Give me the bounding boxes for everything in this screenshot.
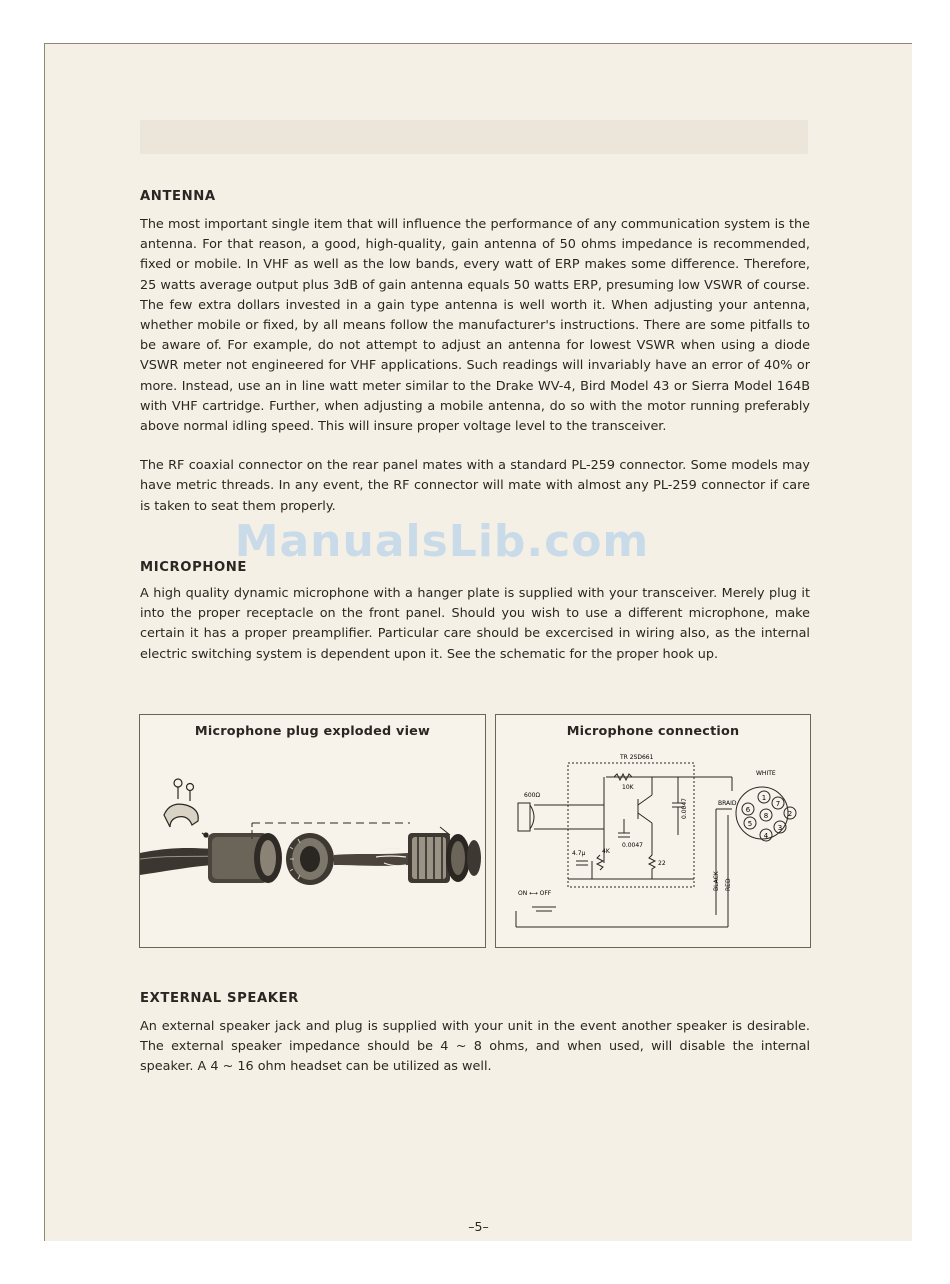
external-speaker-paragraph: An external speaker jack and plug is supplied with your unit in the event another speaker is desirable. The external speaker impedance should be 4 ~ 8 ohms, and when used, will disable the internal speaker. A 4 ~ 16 ohm headset can be utilized as well.: [140, 1019, 810, 1075]
microphone-paragraph: A high quality dynamic microphone with a hanger plate is supplied with your transceiver. Merely plug it into the proper receptacle on the front panel. Should you wish to use a different microphone, make certain it has a proper preamplifier. Particular care should be excercised in wiring also, as the internal electric switching system is dependent upon it. See the schematic for the proper hook up.: [140, 586, 810, 662]
pin-5: 5: [747, 820, 753, 828]
label-cap-right: 0.0047: [681, 798, 688, 819]
pin-8: 8: [763, 812, 769, 820]
label-mic-impedance: 600Ω: [524, 792, 541, 799]
pin-4: 4: [763, 832, 769, 840]
pin-6: 6: [745, 806, 751, 814]
watermark-logo: ManualsLib.com: [234, 516, 650, 567]
antenna-paragraph-1: The most important single item that will influence the performance of any communication system is the antenna. For that reason, a good, high-quality, gain antenna of 50 ohms impedance is recommended, fixed or mobile. In VHF as well as the low bands, every watt of ERP makes some difference. Therefore, 25 watts average output plus 3dB of gain antenna equals 50 watts ERP, presuming low VSWR of course. The few extra dollars invested in a gain type antenna is well worth it. When adjusting your antenna, whether mobile or fixed, by all means follow the manufacturer's instructions. There are some pitfalls to be aware of. For example, do not attempt to adjust an antenna for lowest VSWR when using a diode VSWR meter not engineered for VHF applications. Such readings will invariably have an error of 40% or more. Instead, use an in line watt meter similar to the Drake WV-4, Bird Model 43 or Sierra Model 164B with VHF cartridge. Further, when adjusting a mobile antenna, do so with the motor running preferably above normal idling speed. This will insure proper voltage level to the transceiver.: [140, 217, 810, 435]
label-braid: BRAID: [718, 800, 737, 807]
pin-2: 2: [787, 810, 793, 818]
connection-figure: [495, 714, 811, 948]
label-switch: ON ⟷ OFF: [518, 890, 552, 897]
page-number: –5–: [468, 1219, 489, 1234]
connection-schematic: [496, 715, 810, 947]
pin-1: 1: [761, 794, 767, 802]
label-transistor: TR 2SD661: [620, 754, 654, 761]
exploded-view-title: Microphone plug exploded view: [194, 724, 431, 739]
header-shade: [140, 120, 808, 154]
label-r-top: 10K: [622, 784, 634, 791]
label-cap-left: 4.7μ: [572, 850, 586, 857]
label-r-left: 4K: [602, 848, 610, 855]
pin-7: 7: [775, 800, 781, 808]
antenna-paragraph-2: The RF coaxial connector on the rear panel mates with a standard PL-259 connector. Some models may have metric threads. In any event, the RF connector will mate with almost any PL-259 connector if care is taken to seat them properly.: [140, 458, 810, 514]
exploded-view-figure: [139, 714, 486, 948]
label-cap-mid: 0.0047: [622, 842, 643, 849]
external-speaker-heading: EXTERNAL SPEAKER: [140, 991, 299, 1006]
connection-title: Microphone connection: [566, 724, 740, 739]
label-black: BLACK: [713, 871, 720, 891]
microphone-section: [140, 560, 810, 665]
manual-page: [44, 43, 912, 1241]
microphone-heading: MICROPHONE: [140, 560, 248, 575]
antenna-section: [140, 189, 810, 517]
antenna-heading: ANTENNA: [140, 189, 216, 204]
label-red: RED: [725, 878, 732, 891]
label-r-mid: 22: [658, 860, 666, 867]
exploded-view-drawing: [140, 715, 485, 947]
external-speaker-section: [140, 991, 810, 1078]
label-white: WHITE: [756, 770, 776, 777]
pin-3: 3: [777, 824, 783, 832]
